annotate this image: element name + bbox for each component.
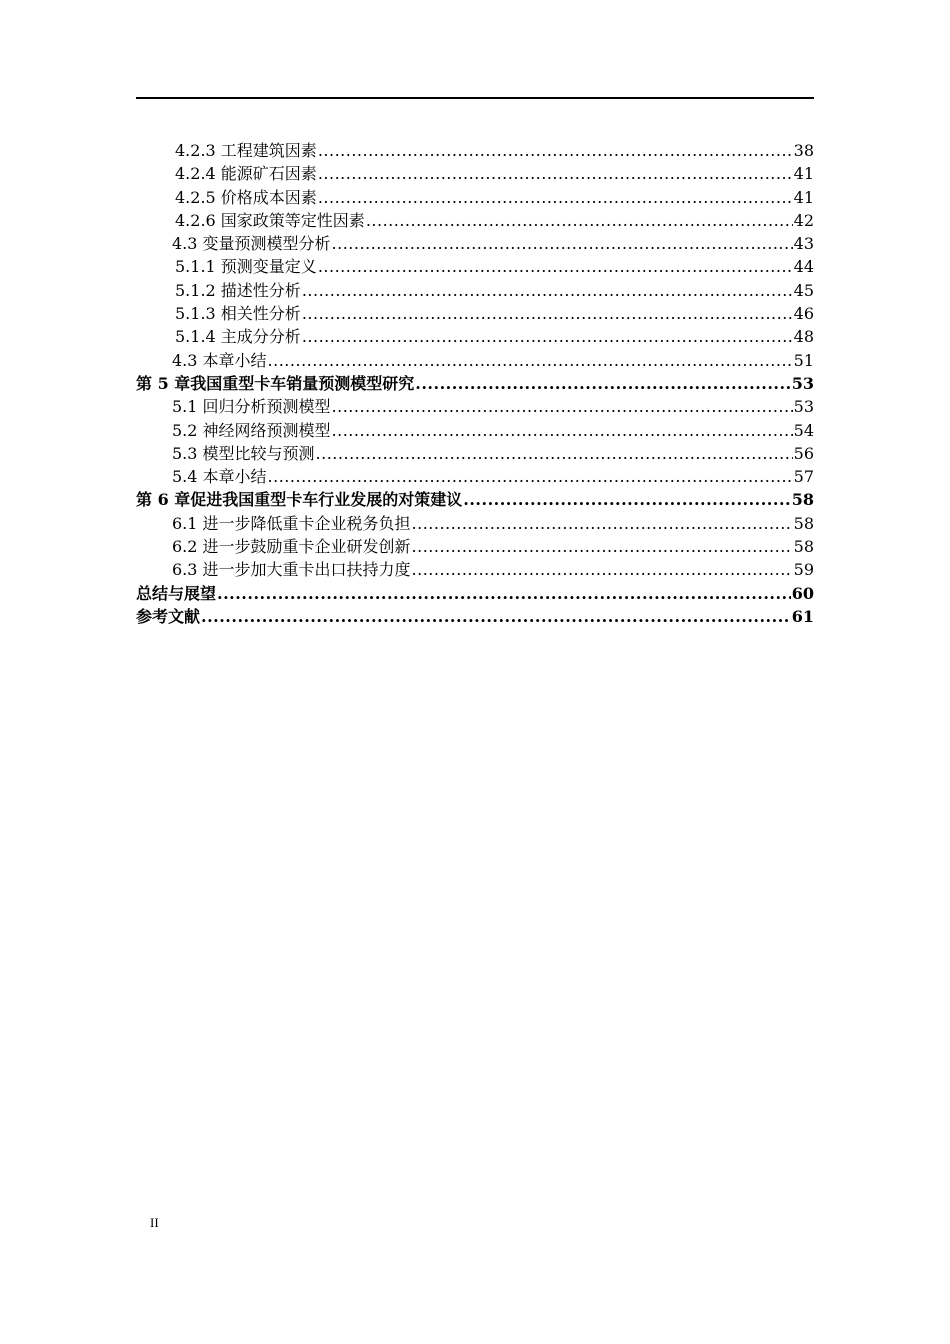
toc-entry-title: 第 6 章促进我国重型卡车行业发展的对策建议 (136, 490, 463, 510)
toc-entry-page: 44 (793, 257, 814, 277)
toc-entry-title: 5.1.4 主成分分析 (175, 327, 301, 347)
toc-dot-leader (463, 488, 790, 511)
toc-dot-leader (268, 465, 793, 488)
toc-entry[interactable] (136, 442, 814, 465)
toc-entry-page: 54 (793, 420, 814, 440)
toc-entry-title: 4.2.3 工程建筑因素 (175, 141, 317, 160)
toc-entry-title: 5.1.2 描述性分析 (175, 280, 301, 300)
toc-entry[interactable] (136, 302, 814, 325)
toc-dot-leader (316, 442, 793, 465)
toc-entry-title: 5.1 回归分析预测模型 (172, 397, 331, 417)
toc-entry-title: 5.3 模型比较与预测 (172, 443, 315, 463)
toc-dot-leader (318, 186, 793, 209)
toc-entry-title: 6.2 进一步鼓励重卡企业研发创新 (172, 537, 411, 557)
toc-entry-page: 41 (793, 164, 814, 184)
toc-entry[interactable] (136, 395, 814, 418)
toc-entry-page: 61 (791, 606, 814, 626)
toc-entry-title: 4.3 本章小结 (172, 350, 267, 370)
toc-entry-page: 58 (793, 513, 814, 533)
toc-entry-title: 5.4 本章小结 (172, 467, 267, 487)
toc-entry[interactable] (136, 535, 814, 558)
toc-entry[interactable] (136, 349, 814, 372)
header-rule (136, 97, 814, 99)
toc-entry-title: 5.1.1 预测变量定义 (175, 257, 317, 277)
toc-dot-leader (415, 372, 790, 395)
toc-entry-page: 57 (793, 467, 814, 487)
toc-dot-leader (318, 162, 793, 185)
toc-entry-page: 59 (793, 560, 814, 580)
toc-entry-page: 58 (793, 537, 814, 557)
page-number: II (150, 1215, 159, 1230)
toc-entry[interactable] (136, 582, 814, 605)
toc-entry-title: 4.3 变量预测模型分析 (172, 234, 331, 254)
toc-entry-title: 4.2.4 能源矿石因素 (175, 164, 317, 184)
toc-entry[interactable] (136, 488, 814, 511)
toc-entry[interactable] (136, 325, 814, 348)
toc-entry-page: 53 (793, 397, 814, 417)
toc-dot-leader (302, 279, 793, 302)
toc-entry-title: 5.1.3 相关性分析 (175, 304, 301, 324)
toc-entry-title: 6.1 进一步降低重卡企业税务负担 (172, 513, 411, 533)
toc-entry-title: 参考文献 (136, 606, 201, 626)
toc-entry-page: 42 (793, 210, 814, 230)
toc-entry-page: 46 (793, 304, 814, 324)
toc-dot-leader (412, 558, 793, 581)
toc-dot-leader (412, 512, 793, 535)
toc-dot-leader (318, 255, 793, 278)
toc-entry[interactable] (136, 255, 814, 278)
toc-entry[interactable] (136, 372, 814, 395)
toc-entry[interactable] (136, 162, 814, 185)
toc-dot-leader (217, 582, 791, 605)
toc-dot-leader (366, 209, 793, 232)
toc-entry-page: 58 (791, 490, 814, 510)
toc-dot-leader (201, 605, 791, 628)
toc-entry-page: 45 (793, 280, 814, 300)
toc-entry[interactable] (136, 512, 814, 535)
toc-entry-page: 38 (793, 141, 814, 160)
toc-entry-page: 48 (793, 327, 814, 347)
toc-entry-page: 41 (793, 187, 814, 207)
toc-entry[interactable] (136, 139, 814, 162)
toc-entry-page: 60 (791, 583, 814, 603)
toc-entry[interactable] (136, 209, 814, 232)
toc-entry[interactable] (136, 186, 814, 209)
toc-entry-title: 第 5 章我国重型卡车销量预测模型研究 (136, 373, 415, 393)
toc-entry-title: 6.3 进一步加大重卡出口扶持力度 (172, 560, 411, 580)
toc-dot-leader (268, 349, 793, 372)
toc-entry[interactable] (136, 605, 814, 628)
toc-entry[interactable] (136, 232, 814, 255)
toc-entry-title: 4.2.6 国家政策等定性因素 (175, 210, 365, 230)
toc-dot-leader (332, 232, 793, 255)
table-of-contents (136, 139, 814, 628)
toc-dot-leader (302, 325, 793, 348)
toc-dot-leader (302, 302, 793, 325)
toc-entry[interactable] (136, 465, 814, 488)
toc-entry-page: 56 (793, 443, 814, 463)
toc-dot-leader (332, 395, 793, 418)
toc-dot-leader (412, 535, 793, 558)
toc-entry-title: 5.2 神经网络预测模型 (172, 420, 331, 440)
toc-entry-title: 总结与展望 (136, 583, 217, 603)
toc-entry-page: 43 (793, 234, 814, 254)
toc-dot-leader (332, 419, 793, 442)
toc-entry[interactable] (136, 419, 814, 442)
toc-dot-leader (318, 139, 793, 162)
toc-entry-page: 51 (793, 350, 814, 370)
toc-entry-page: 53 (791, 373, 814, 393)
toc-entry[interactable] (136, 279, 814, 302)
toc-entry[interactable] (136, 558, 814, 581)
toc-entry-title: 4.2.5 价格成本因素 (175, 187, 317, 207)
